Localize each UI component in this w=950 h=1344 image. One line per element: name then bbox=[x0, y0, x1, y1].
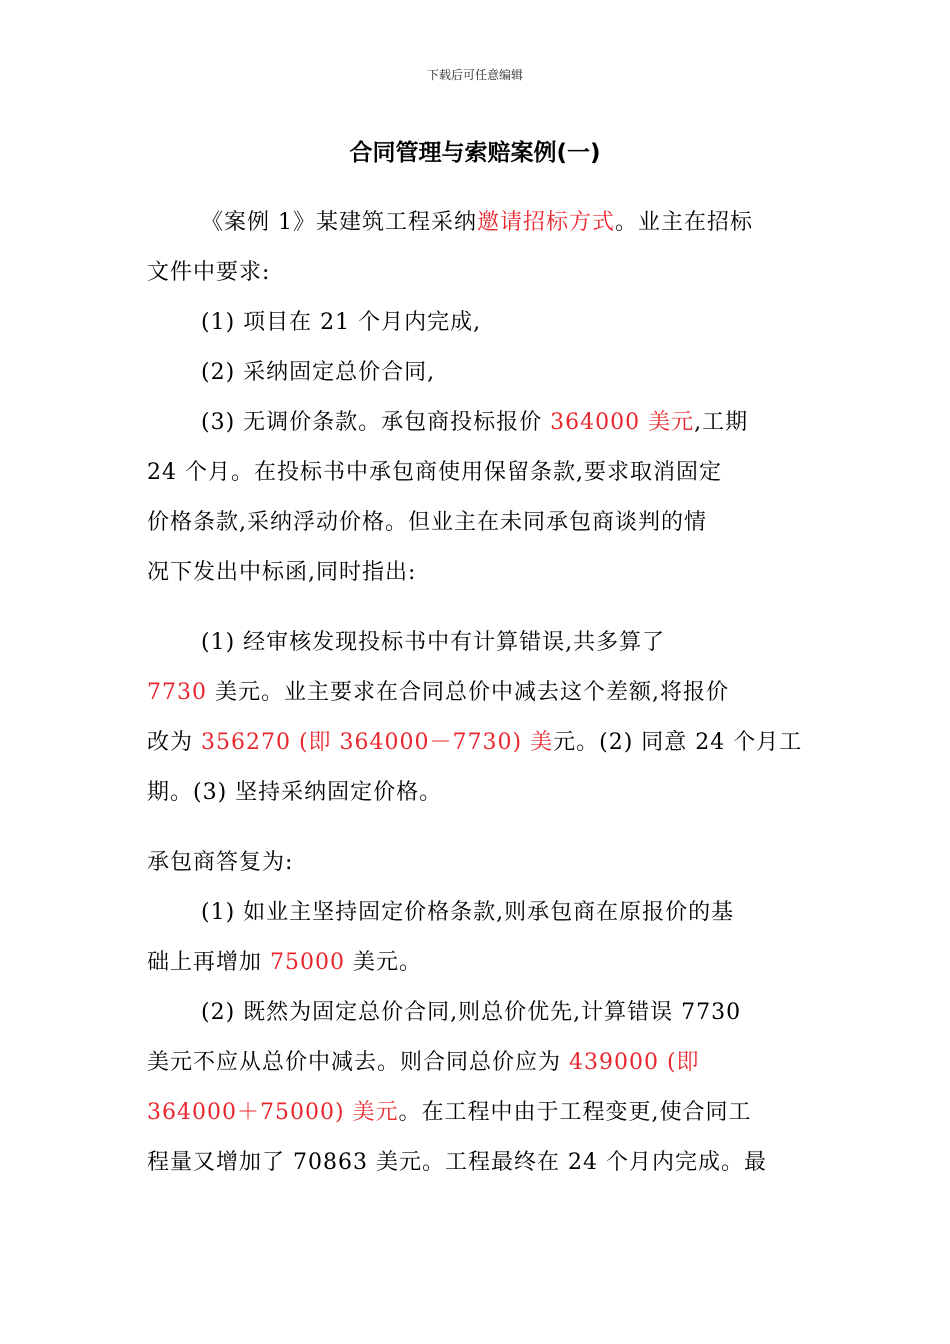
case-intro-text-end: 。业主在招标 bbox=[615, 210, 754, 235]
reply-2-text: 美元不应从总价中减去。则合同总价应为 bbox=[147, 1050, 569, 1075]
paragraph-gap bbox=[147, 818, 807, 838]
case-intro-line-2: 文件中要求: bbox=[147, 260, 271, 285]
reply-title: 承包商答复为: bbox=[147, 850, 294, 875]
highlight-invite-bidding: 邀请招标方式 bbox=[477, 210, 616, 235]
owner-point-text: 美元。业主要求在合同总价中减去这个差额,将报价 bbox=[207, 680, 729, 705]
reply-1-text-end: 美元。 bbox=[345, 950, 422, 975]
requirement-3-line-2: 24 个月。在投标书中承包商使用保留条款,要求取消固定 bbox=[147, 460, 722, 485]
case-intro-text: 《案例 1》某建筑工程采纳 bbox=[201, 210, 477, 235]
case-intro-line-1 bbox=[147, 198, 807, 248]
owner-point-line-1: (1) 经审核发现投标书中有计算错误,共多算了 bbox=[201, 630, 666, 655]
reply-2-text-end: 。在工程中由于工程变更,使合同工 bbox=[398, 1100, 752, 1125]
requirement-3-line-4: 况下发出中标函,同时指出: bbox=[147, 560, 417, 585]
paragraph-gap bbox=[147, 598, 807, 618]
highlight-bid-price: 364000 美元 bbox=[550, 410, 695, 435]
highlight-total-formula: 364000＋75000) 美元 bbox=[147, 1100, 399, 1125]
highlight-revised-price: 356270 (即 364000－7730) 美 bbox=[201, 730, 554, 755]
owner-point-line-3 bbox=[147, 718, 807, 768]
requirement-3-text: (3) 无调价条款。承包商投标报价 bbox=[201, 410, 551, 435]
requirement-3-line-3: 价格条款,采纳浮动价格。但业主在未同承包商谈判的情 bbox=[147, 510, 707, 535]
reply-2-line-4: 程量又增加了 70863 美元。工程最终在 24 个月内完成。最 bbox=[147, 1150, 767, 1175]
reply-2-line-1: (2) 既然为固定总价合同,则总价优先,计算错误 7730 bbox=[201, 1000, 742, 1025]
highlight-extra-amount: 75000 bbox=[270, 950, 345, 975]
requirement-1: (1) 项目在 21 个月内完成, bbox=[201, 310, 482, 335]
requirement-3-text-end: ,工期 bbox=[694, 410, 749, 435]
reply-1-text: 础上再增加 bbox=[147, 950, 270, 975]
reply-2-line-2 bbox=[147, 1038, 807, 1088]
reply-1-line-2 bbox=[147, 938, 807, 988]
owner-point-line-2 bbox=[147, 668, 807, 718]
owner-point-line-4: 期。(3) 坚持采纳固定价格。 bbox=[147, 780, 443, 805]
reply-2-line-3 bbox=[147, 1088, 807, 1138]
page-title: 合同管理与索赔案例(一) bbox=[349, 140, 601, 166]
owner-point-text-end: 元。(2) 同意 24 个月工 bbox=[553, 730, 803, 755]
highlight-total-price: 439000 (即 bbox=[569, 1050, 700, 1075]
highlight-error-amount: 7730 bbox=[147, 680, 207, 705]
owner-point-text-start: 改为 bbox=[147, 730, 201, 755]
header-note: 下载后可任意编辑 bbox=[426, 68, 523, 82]
document-body bbox=[147, 198, 807, 1188]
requirement-2: (2) 采纳固定总价合同, bbox=[201, 360, 436, 385]
requirement-3-line-1 bbox=[147, 398, 807, 448]
reply-1-line-1: (1) 如业主坚持固定价格条款,则承包商在原报价的基 bbox=[201, 900, 735, 925]
